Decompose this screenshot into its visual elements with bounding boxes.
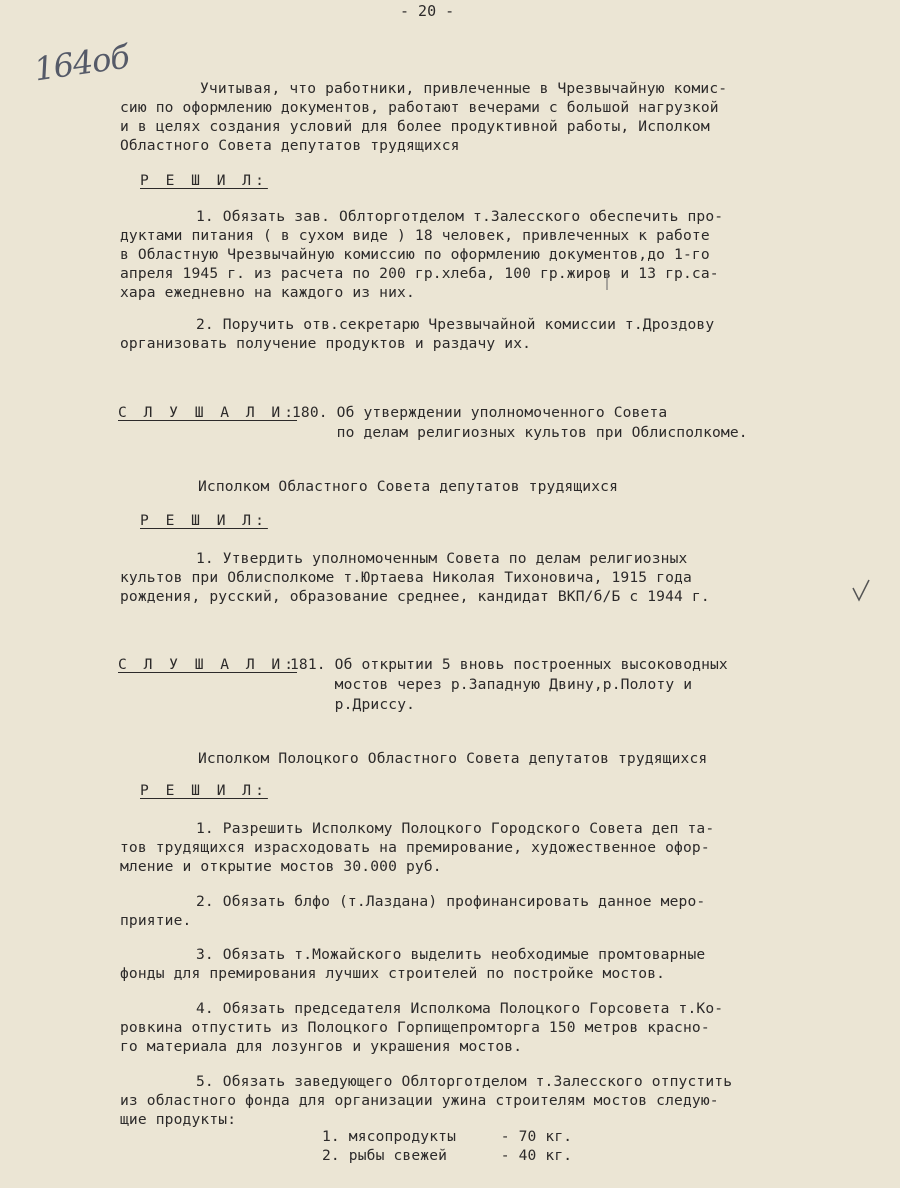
- decision-line: в Областную Чрезвычайную комиссию по оформлению документов,до 1-го: [120, 246, 710, 263]
- agenda-item-180: 180. Об утверждении уполномоченного Совета: [292, 404, 668, 421]
- decision-line: рождения, русский, образование среднее, кандидат ВКП/б/Б с 1944 г.: [120, 588, 710, 605]
- decision-line: мление и открытие мостов 30.000 руб.: [120, 858, 442, 875]
- decision-line: 1. Утвердить уполномоченным Совета по делам религиозных: [196, 550, 688, 567]
- intro-line: Областного Совета депутатов трудящихся: [120, 137, 460, 154]
- decision-line: фонды для премирования лучших строителей по постройке мостов.: [120, 965, 666, 982]
- decision-line: культов при Облисполкоме т.Юртаева Николая Тихоновича, 1915 года: [120, 569, 692, 586]
- decision-line: 2. Обязать блфо (т.Лаздана) профинансировать данное меро-: [196, 893, 706, 910]
- reshil-heading: Р Е Ш И Л:: [140, 512, 268, 529]
- handwritten-note: 164об: [31, 37, 132, 89]
- decision-line: 4. Обязать председателя Исполкома Полоцкого Горсовета т.Ко-: [196, 1000, 724, 1017]
- decision-line: щие продукты:: [120, 1111, 237, 1128]
- intro-line: Учитывая, что работники, привлеченные в Чрезвычайную комис-: [200, 80, 728, 97]
- body-name: Исполком Областного Совета депутатов трудящихся: [198, 478, 619, 495]
- check-mark-icon: [850, 578, 872, 604]
- intro-line: сию по оформлению документов, работают вечерами с большой нагрузкой: [120, 99, 719, 116]
- slushali-heading: С Л У Ш А Л И:: [118, 656, 298, 673]
- decision-line: приятие.: [120, 912, 192, 929]
- reshil-heading: Р Е Ш И Л:: [140, 782, 268, 799]
- decision-line: 1. Обязать зав. Облторготделом т.Залесского обеспечить про-: [196, 208, 724, 225]
- page-number: - 20 -: [400, 2, 455, 20]
- intro-line: и в целях создания условий для более продуктивной работы, Исполком: [120, 118, 710, 135]
- decision-line: хара ежедневно на каждого из них.: [120, 284, 415, 301]
- body-name: Исполком Полоцкого Областного Совета депутатов трудящихся: [198, 750, 708, 767]
- decision-line: 5. Обязать заведующего Облторготделом т.Залесского отпустить: [196, 1073, 733, 1090]
- reshil-heading: Р Е Ш И Л:: [140, 172, 268, 189]
- agenda-item-181: 181. Об открытии 5 вновь построенных высоководных: [290, 656, 728, 673]
- decision-line: апреля 1945 г. из расчета по 200 гр.хлеба, 100 гр.жиров и 13 гр.са-: [120, 265, 719, 282]
- product-item: 2. рыбы свежей - 40 кг.: [322, 1147, 573, 1164]
- decision-line: 2. Поручить отв.секретарю Чрезвычайной комиссии т.Дроздову: [196, 316, 715, 333]
- decision-line: 3. Обязать т.Можайского выделить необходимые промтоварные: [196, 946, 706, 963]
- decision-line: го материала для лозунгов и украшения мостов.: [120, 1038, 523, 1055]
- decision-line: организовать получение продуктов и раздачу их.: [120, 335, 532, 352]
- decision-line: ровкина отпустить из Полоцкого Горпищепромторга 150 метров красно-: [120, 1019, 710, 1036]
- decision-line: тов трудящихся израсходовать на премирование, художественное офор-: [120, 839, 710, 856]
- agenda-item-181: р.Дриссу.: [290, 696, 416, 713]
- pencil-tick-icon: [600, 272, 614, 292]
- decision-line: 1. Разрешить Исполкому Полоцкого Городского Совета деп та-: [196, 820, 715, 837]
- agenda-item-181: мостов через р.Западную Двину,р.Полоту и: [290, 676, 693, 693]
- agenda-item-180: по делам религиозных культов при Облисполкоме.: [292, 424, 748, 441]
- decision-line: дуктами питания ( в сухом виде ) 18 человек, привлеченных к работе: [120, 227, 710, 244]
- decision-line: из областного фонда для организации ужина строителям мостов следую-: [120, 1092, 719, 1109]
- slushali-heading: С Л У Ш А Л И:: [118, 404, 298, 421]
- product-item: 1. мясопродукты - 70 кг.: [322, 1128, 573, 1145]
